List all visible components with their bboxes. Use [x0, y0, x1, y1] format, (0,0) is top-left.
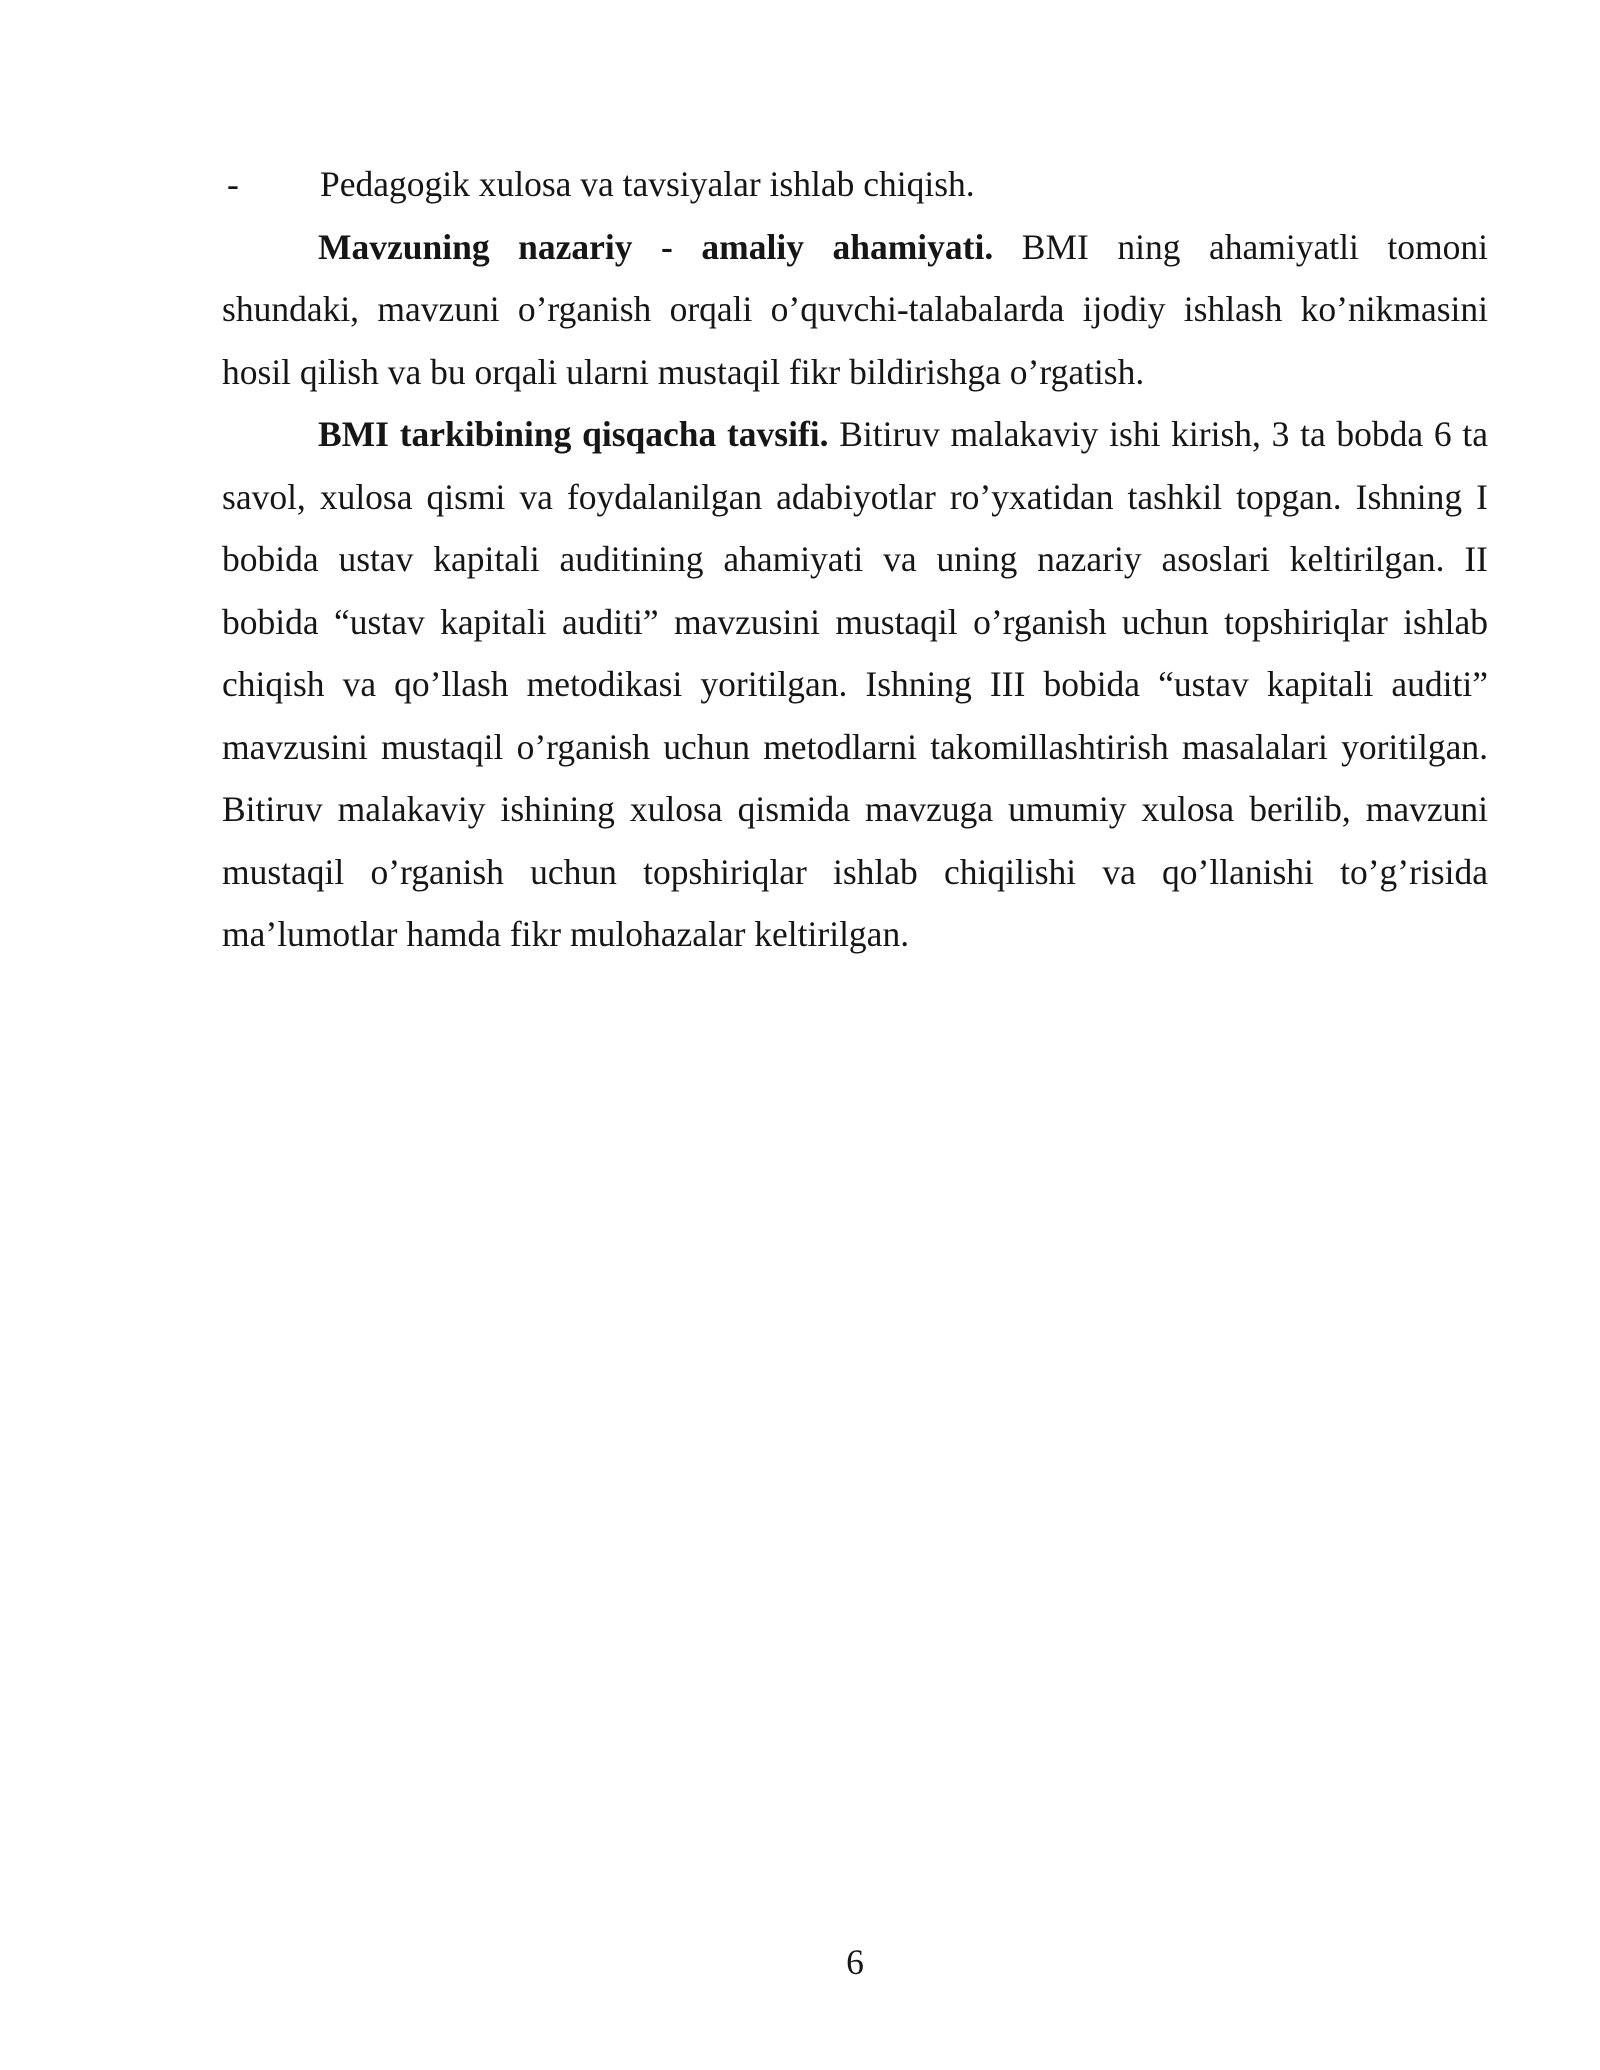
text-segment: hosil qilish va bu orqali ularni mustaqil fikr bildirishga o’rgatish. [222, 351, 1145, 392]
bullet-item [222, 153, 1488, 216]
bold-text-segment: BMI tarkibining qisqacha tavsifi. [318, 414, 829, 454]
bullet-dash: - [227, 164, 239, 204]
text-segment: Bitiruv malakaviy ishining xulosa qismida mavzuga umumiy xulosa berilib, mavzuni [222, 789, 1488, 829]
text-line [222, 591, 1488, 654]
text-segment: chiqish va qo’llash metodikasi yoritilgan. Ishning III bobida “ustav kapitali auditi” [222, 664, 1488, 704]
page-content [222, 153, 1488, 966]
text-line [222, 903, 1488, 966]
text-segment: bobida “ustav kapitali auditi” mavzusini mustaqil o’rganish uchun topshiriqlar ishlab [222, 601, 1488, 642]
text-segment: ma’lumotlar hamda fikr mulohazalar keltirilgan. [222, 914, 910, 954]
text-segment: Bitiruv malakaviy ishi kirish, 3 ta bobda 6 ta [828, 414, 1488, 454]
text-line [222, 528, 1488, 591]
text-line [222, 341, 1488, 404]
text-segment: bobida ustav kapitali auditining ahamiyati va uning nazariy asoslari keltirilgan. II [222, 539, 1488, 579]
text-line [222, 466, 1488, 529]
bullet-item-text: Pedagogik xulosa va tavsiyalar ishlab chiqish. [320, 164, 975, 204]
paragraph [222, 403, 1488, 966]
paragraphs [222, 216, 1488, 966]
text-line [222, 216, 1488, 279]
text-segment: savol, xulosa qismi va foydalanilgan adabiyotlar ro’yxatidan tashkil topgan. Ishning I [222, 476, 1488, 517]
text-line [222, 653, 1488, 716]
page-number: 6 [846, 1942, 864, 1982]
text-segment: BMI ning ahamiyatli tomoni [993, 226, 1488, 267]
text-segment: mavzusini mustaqil o’rganish uchun metodlarni takomillashtirish masalalari yoritilgan. [222, 726, 1488, 767]
bold-text-segment: Mavzuning nazariy - amaliy ahamiyati. [318, 226, 994, 267]
text-line [222, 778, 1488, 841]
text-line [222, 278, 1488, 341]
text-segment: mustaqil o’rganish uchun topshiriqlar ishlab chiqilishi va qo’llanishi to’g’risida [222, 851, 1488, 892]
text-segment: shundaki, mavzuni o’rganish orqali o’quvchi-talabalarda ijodiy ishlash ko’nikmasini [222, 289, 1488, 329]
paragraph [222, 216, 1488, 404]
text-line [222, 841, 1488, 904]
text-line [222, 716, 1488, 779]
text-line [222, 403, 1488, 466]
